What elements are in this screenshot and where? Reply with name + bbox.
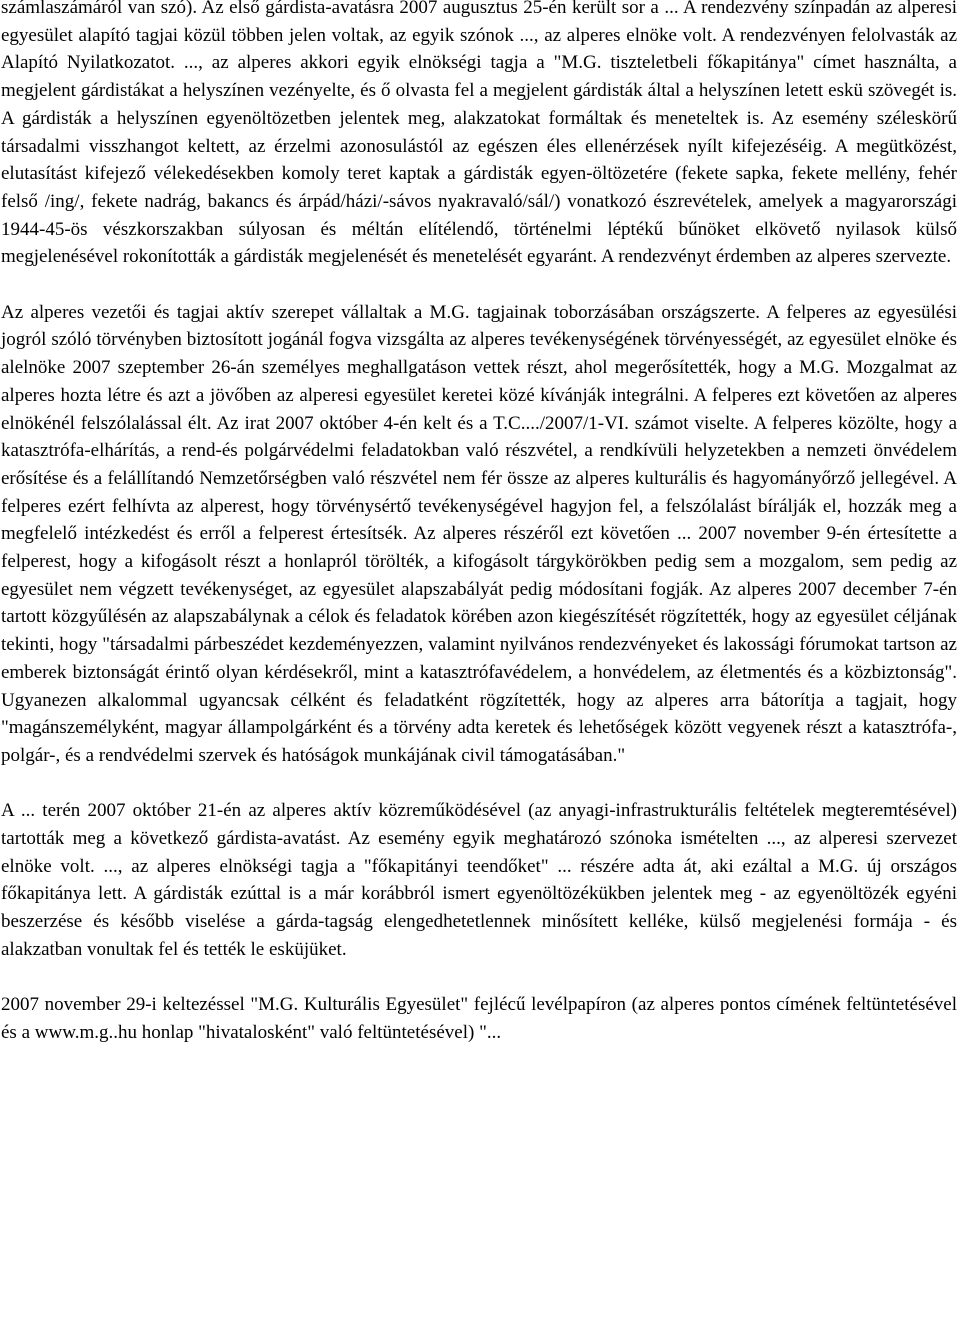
paragraph-letter-november: 2007 november 29-i keltezéssel "M.G. Kulturális Egyesület" fejlécű levélpapíron (az alperes pontos címének feltüntetésével és a www.m.g..hu honlap "hivatalosként" való feltüntetésével) "... (1, 994, 957, 1043)
paragraph-second-inauguration: A ... terén 2007 október 21-én az alperes aktív közreműködésével (az anyagi-infrastrukturális feltételek megteremtésével) tartották meg a következő gárdista-avatást. Az esemény egyik meghatározó szónoka ismételten ..., az alperesi szervezet elnöke volt. ..., az alperes elnökségi tagja a "főkapitányi teendőket" ... részére adta át, aki ezáltal a M.G. új országos főkapitánya lett. A gárdisták ezúttal is a már korábbról ismert egyenöltözékükben jelentek meg - az egyenöltözék egyéni beszerzése és később viselése a gárda-tagság elengedhetetlennek minősített kelléke, külső megjelenési formája - és alakzatban vonultak fel és tették le esküjüket. (1, 800, 957, 960)
paragraph-spacer (1, 964, 957, 992)
paragraph-guard-inauguration: számlaszámáról van szó). Az első gárdista-avatásra 2007 augusztus 25-én került sor a ... A rendezvény színpadán az alperesi egyesület alapító tagjai közül többen jelen voltak, az egyik szónok ..., az alperes elnöke volt. A rendezvényen felolvasták az Alapító Nyilatkozatot. ..., az alperes akkori egyik elnökségi tagja a "M.G. tiszteletbeli főkapitánya" címet használta, a megjelent gárdistákat a helyszínen vezényelte, és ő olvasta fel a megjelent gárdisták által a helyszínen letett eskü szövegét is. A gárdisták a helyszínen egyenöltözetben jelentek meg, alakzatokat formáltak és meneteltek is. Az esemény széleskörű társadalmi visszhangot keltett, az érzelmi azonosulástól az egészen éles ellenérzések nyílt kifejezéséig. A megütközést, elutasítást kifejező vélekedésekben komoly teret kaptak a gárdisták egyen-öltözetére (fekete sapka, fekete mellény, fehér felső /ing/, fekete nadrág, bakancs és árpád/házi/-sávos nyakravaló/sál/) vonatkozó észrevételek, amelyek a magyarországi 1944-45-ös vészkorszakban súlyosan és méltán elítélendő, történelmi léptékű bűnöket elkövető nyilasok külső megjelenésével rokonították a gárdisták megjelenését és menetelését egyaránt. A rendezvényt érdemben az alperes szervezte. (1, 0, 957, 268)
paragraph-spacer (1, 271, 957, 299)
paragraph-recruitment-and-objection: Az alperes vezetői és tagjai aktív szerepet vállaltak a M.G. tagjainak toborzásában országszerte. A felperes az egyesülési jogról szóló törvényben biztosított jogánál fogva vizsgálta az alperes tevékenységének törvényességét, az egyesület elnöke és alelnöke 2007 szeptember 26-án személyes meghallgatáson vettek részt, ahol megerősítették, hogy a M.G. Mozgalmat az alperes hozta létre és azt a jövőben az alperesi egyesület keretei közé kívánják integrálni. A felperes ezt követően az alperes elnökénél felszólalással élt. Az irat 2007 október 4-én kelt és a T.C..../2007/1-VI. számot viselte. A felperes közölte, hogy a katasztrófa-elhárítás, a rend-és polgárvédelmi feladatokban való részvétel, a rendkívüli helyzetekben a nemzeti önvédelem erősítése és a felállítandó Nemzetőrségben való részvétel nem fér össze az alperes kulturális és hagyományőrző jellegével. A felperes ezért felhívta az alperest, hogy törvénysértő tevékenységével hagyjon fel, a felszólalást bírálják el, hozzák meg a megfelelő intézkedést és erről a felperest értesítsék. Az alperes részéről ezt követően ... 2007 november 9-én értesítette a felperest, hogy a kifogásolt részt a honlapról törölték, a kifogásolt tárgykörökben pedig sem a mozgalom, sem pedig az egyesület nem végzett tevékenységet, az egyesület alapszabályát pedig módosítani fogják. Az alperes 2007 december 7-én tartott közgyűlésén az alapszabálynak a célok és feladatok körében azon kiegészítését rögzítették, hogy az egyesület céljának tekinti, hogy "társadalmi párbeszédet kezdeményezzen, valamint nyilvános rendezvényeket és lakossági fórumokat tartson az emberek biztonságát érintő olyan kérdésekről, mint a katasztrófavédelem, a honvédelem, az életmentés és a közbiztonság". Ugyanezen alkalommal ugyancsak célként és feladatként rögzítették, hogy az alperes arra bátorítja a tagjait, hogy "magánszemélyként, magyar állampolgárként és a törvény adta keretek és lehetőségek között vegyenek részt a katasztrófa-, polgár-, és a rendvédelmi szervek és hatóságok munkájának civil támogatásában." (1, 301, 957, 766)
paragraph-spacer (1, 770, 957, 798)
